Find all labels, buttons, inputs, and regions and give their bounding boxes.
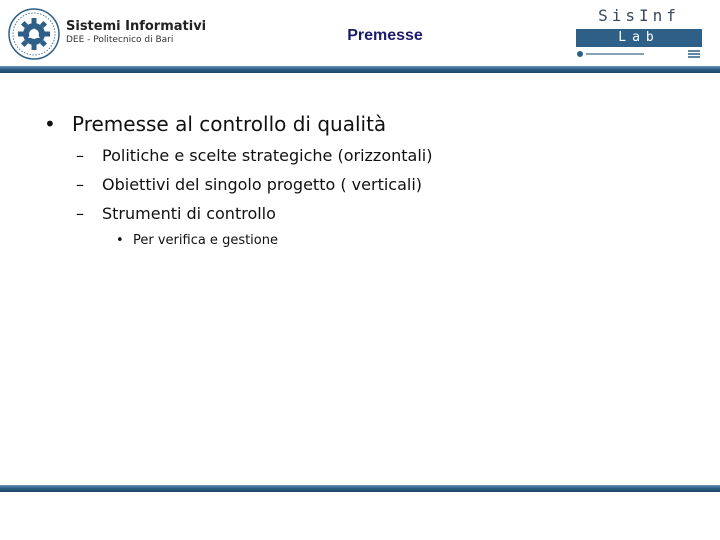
politecnico-mark-icon — [576, 49, 702, 59]
bullet-level2 — [76, 146, 432, 165]
bullet-level2 — [76, 175, 422, 194]
lab-logo-top: SisInf — [598, 6, 680, 25]
gear-seal-icon — [8, 8, 60, 60]
sisinf-lab-logo — [574, 4, 704, 60]
bullet-level2 — [76, 204, 276, 223]
slide-header — [0, 0, 720, 68]
dash-icon: – — [76, 146, 84, 165]
dash-icon: – — [76, 175, 84, 194]
lab-logo-bottom: Lab — [576, 29, 702, 47]
org-title: Sistemi Informativi — [66, 19, 207, 34]
bullet-icon: • — [116, 233, 124, 248]
dash-icon: – — [76, 204, 84, 223]
header-divider — [0, 66, 720, 73]
footer-divider — [0, 485, 720, 492]
slide-title: Premesse — [347, 27, 423, 44]
bullet-text: Per verifica e gestione — [133, 233, 278, 248]
bullet-text: Politiche e scelte strategiche (orizzontali) — [102, 146, 433, 165]
bullet-level1 — [44, 112, 386, 136]
bullet-icon: • — [44, 112, 56, 136]
bullet-text: Strumenti di controllo — [102, 204, 276, 223]
bullet-text: Premesse al controllo di qualità — [72, 112, 387, 136]
bullet-text: Obiettivi del singolo progetto ( verticali) — [102, 175, 423, 194]
bullet-level3 — [116, 233, 278, 248]
org-subtitle: DEE - Politecnico di Bari — [66, 35, 174, 45]
